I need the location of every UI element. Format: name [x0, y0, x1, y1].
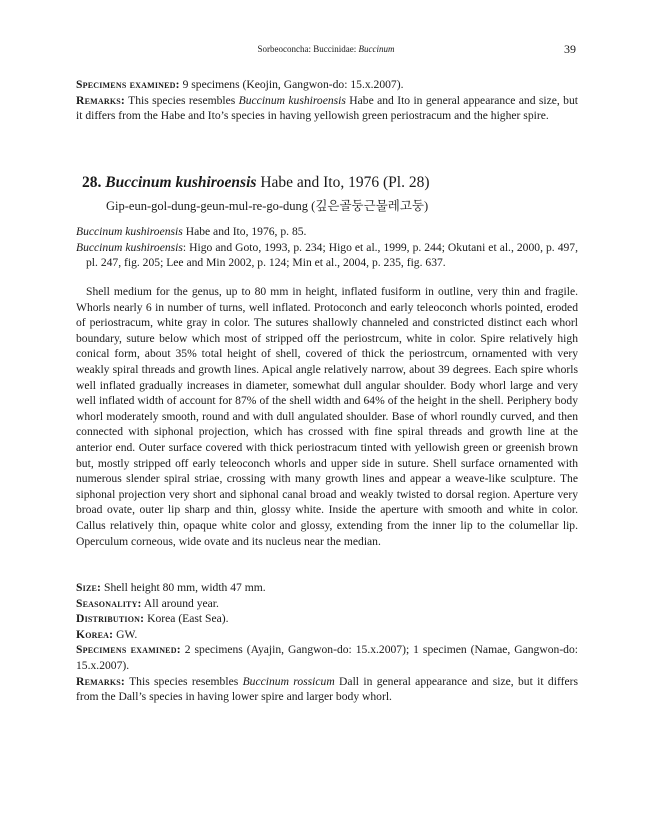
prev-specimens-label: Specimens examined:	[76, 78, 180, 91]
remarks-label: Remarks:	[76, 674, 125, 688]
specimens-label: Specimens examined:	[76, 643, 181, 657]
specimens-line	[76, 642, 578, 673]
species-authority: Habe and Ito, 1976 (Pl. 28)	[260, 174, 430, 191]
facts-block	[76, 580, 578, 705]
prev-specimens-text: 9 specimens (Keojin, Gangwon-do: 15.x.2007).	[182, 78, 404, 91]
seasonality-value: All around year.	[143, 596, 219, 610]
remarks-post: Dall in general appearance and size, but it differs from the Dall’s species in having lower spire and larger body whorl.	[76, 674, 578, 704]
synonymy-block	[76, 224, 578, 271]
seasonality-label: Seasonality:	[76, 596, 142, 610]
running-head-genus: Buccinum	[358, 44, 395, 54]
prev-remarks-species: Buccinum kushiroensis	[238, 93, 346, 107]
synonymy-name: Buccinum kushiroensis	[76, 225, 183, 238]
remarks-species: Buccinum rossicum	[242, 674, 335, 688]
distribution-value: Korea (East Sea).	[147, 612, 229, 626]
description-paragraph: Shell medium for the genus, up to 80 mm in height, inflated fusiform in outline, very thin and fragile. Whorls nearly 6 in number of turns, well inflated. Protoconch and early teleoconch whorls pointed, eroded of periostracum, white gray in color. The sutures shallowly channeled and constricted distinct each whorl boundary, suture below which most of stripped off the periostrcum, white in color. Spire relatively high conical form, about 35% total height of shell, covered of thick the periostrcum, ornamented with very weakly spiral threads and growth lines. Apical angle relatively narrow, about 39 degrees. Each spire whorls well inflated gradually increases in diameter, somewhat dull angular shoulder. Body whorl large and very well inflated width of account for 87% of the shell width and 64% of the height in the shell. Periphery body whorl moderately smooth, round and with dull angulated shoulder. Base of whorl roundly curved, and then connected with siphonal projection, which has crossed with fine spiral threads and growth line at the anterior end. Outer surface covered with thick periostracum tinted with yellowish green or greenish brown but, mostly stripped off early teleoconch whorls and upper side in suture. Shell surface ornamented with numerous slender spiral striae, crossing with many growth lines and appear a weave-like sculpture. The siphonal projection very short and siphonal canal broad and weakly twisted to dorsal region. Aperture very broad ovate, outer lip sharp and thin, glossy white. Inside the aperture with smooth and white in color. Callus relatively thin, opaque white color and glossy, extending from the inner lip to the columellar lip. Operculum corneous, wide ovate and its nucleus near the median.	[76, 285, 578, 548]
distribution-line	[76, 611, 578, 627]
seasonality-line	[76, 596, 578, 612]
synonymy-item	[76, 224, 578, 240]
synonymy-name: Buccinum kushiroensis	[76, 240, 183, 254]
running-head-plain: Sorbeoconcha: Buccinidae:	[257, 44, 359, 54]
prev-specimens-paragraph	[76, 77, 578, 93]
distribution-label: Distribution:	[76, 612, 145, 626]
species-number: 28.	[82, 174, 102, 191]
prev-remarks-paragraph	[76, 93, 578, 124]
prev-remarks-post: Habe and Ito in general appearance and size, but it differs from the Habe and Ito’s species in having yellowish green periostracum and the higher spire.	[76, 93, 578, 123]
previous-entry-block	[76, 77, 578, 124]
size-line	[76, 580, 578, 596]
korea-line	[76, 627, 578, 643]
species-heading	[82, 174, 430, 192]
prev-remarks-label: Remarks:	[76, 93, 125, 107]
specimens-value: 2 specimens (Ayajin, Gangwon-do: 15.x.2007); 1 specimen (Namae, Gangwon-do: 15.x.2007).	[76, 643, 578, 672]
prev-remarks-pre: This species resembles	[128, 93, 239, 107]
species-name: Buccinum kushiroensis	[105, 174, 257, 191]
korea-value: GW.	[116, 627, 138, 641]
remarks-pre: This species resembles	[129, 674, 243, 688]
synonymy-ref: Habe and Ito, 1976, p. 85.	[182, 225, 307, 238]
korean-name: Gip-eun-gol-dung-geun-mul-re-go-dung (깊은골둥근물레고둥)	[106, 199, 429, 213]
korea-label: Korea:	[76, 627, 114, 641]
synonymy-item	[76, 240, 578, 271]
synonymy-ref: : Higo and Goto, 1993, p. 234; Higo et al., 1999, p. 244; Okutani et al., 2000, p. 497, pl. 247, fig. 205; Lee and Min 2002, p. 124; Min et al., 2004, p. 235, fig. 637.	[86, 240, 578, 270]
page-number: 39	[564, 42, 576, 56]
size-label: Size:	[76, 581, 102, 594]
size-value: Shell height 80 mm, width 47 mm.	[104, 581, 266, 594]
remarks-line	[76, 674, 578, 705]
running-head-text	[0, 44, 652, 54]
